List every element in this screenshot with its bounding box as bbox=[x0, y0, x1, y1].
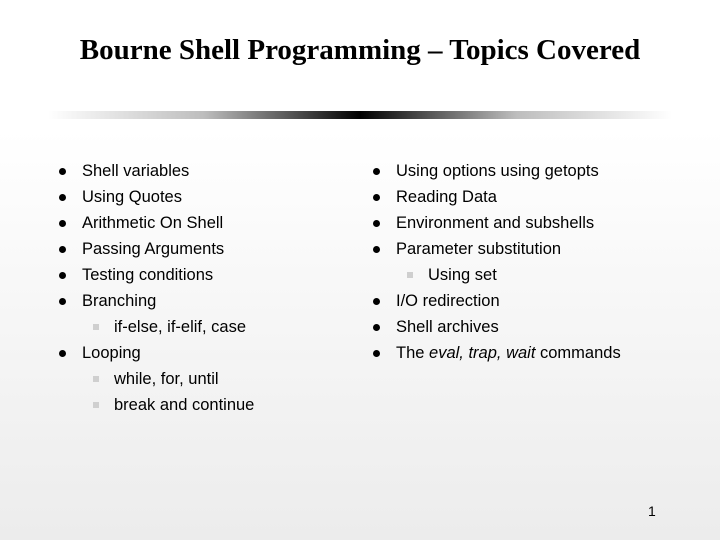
list-item-text: Arithmetic On Shell bbox=[82, 214, 224, 232]
list-item-text: Environment and subshells bbox=[396, 214, 595, 232]
square-bullet-icon bbox=[407, 272, 413, 278]
list-item bbox=[372, 184, 692, 210]
round-bullet-icon bbox=[59, 220, 66, 227]
list-item-text: Branching bbox=[82, 292, 157, 310]
list-item bbox=[372, 236, 692, 262]
list-item-text: Using set bbox=[428, 266, 497, 284]
list-item bbox=[58, 288, 358, 314]
list-item-text-suffix: commands bbox=[535, 344, 621, 362]
list-item bbox=[58, 340, 358, 366]
list-item-text: Shell variables bbox=[82, 162, 190, 180]
list-item-text: break and continue bbox=[114, 396, 255, 414]
round-bullet-icon bbox=[373, 324, 380, 331]
round-bullet-icon bbox=[373, 298, 380, 305]
list-item bbox=[372, 314, 692, 340]
list-item-text: Using Quotes bbox=[82, 188, 182, 206]
list-item-text: Passing Arguments bbox=[82, 240, 225, 258]
round-bullet-icon bbox=[59, 194, 66, 201]
list-item-text-prefix: The bbox=[396, 344, 430, 362]
list-item bbox=[372, 288, 692, 314]
list-item-text: Testing conditions bbox=[82, 266, 214, 284]
list-item bbox=[372, 210, 692, 236]
round-bullet-icon bbox=[59, 350, 66, 357]
list-item-text: while, for, until bbox=[114, 370, 219, 388]
list-item-text-italic: eval, trap, wait bbox=[429, 344, 536, 362]
round-bullet-icon bbox=[373, 220, 380, 227]
list-item-text: if-else, if-elif, case bbox=[114, 318, 247, 336]
right-topic-list bbox=[372, 158, 692, 366]
round-bullet-icon bbox=[373, 246, 380, 253]
title-divider bbox=[48, 111, 672, 119]
round-bullet-icon bbox=[373, 168, 380, 175]
list-item bbox=[58, 262, 358, 288]
list-item bbox=[372, 158, 692, 184]
page-number: 1 bbox=[648, 503, 656, 519]
sub-list-item bbox=[58, 392, 358, 418]
list-item-text: Parameter substitution bbox=[396, 240, 562, 258]
list-item-text: Looping bbox=[82, 344, 141, 362]
list-item bbox=[58, 236, 358, 262]
sub-list-item bbox=[58, 314, 358, 340]
list-item-text: Shell archives bbox=[396, 318, 499, 336]
sub-list-item bbox=[58, 366, 358, 392]
square-bullet-icon bbox=[93, 324, 99, 330]
round-bullet-icon bbox=[373, 350, 380, 357]
list-item-text: Using options using getopts bbox=[396, 162, 599, 180]
list-item-text: Reading Data bbox=[396, 188, 497, 206]
list-item bbox=[58, 184, 358, 210]
slide-title: Bourne Shell Programming – Topics Covered bbox=[79, 34, 641, 66]
round-bullet-icon bbox=[59, 298, 66, 305]
square-bullet-icon bbox=[93, 402, 99, 408]
list-item bbox=[58, 158, 358, 184]
round-bullet-icon bbox=[59, 246, 66, 253]
round-bullet-icon bbox=[59, 168, 66, 175]
round-bullet-icon bbox=[59, 272, 66, 279]
list-item bbox=[58, 210, 358, 236]
left-topic-list bbox=[58, 158, 358, 418]
list-item bbox=[372, 340, 692, 366]
sub-list-item bbox=[372, 262, 692, 288]
round-bullet-icon bbox=[373, 194, 380, 201]
list-item-text: I/O redirection bbox=[396, 292, 500, 310]
square-bullet-icon bbox=[93, 376, 99, 382]
